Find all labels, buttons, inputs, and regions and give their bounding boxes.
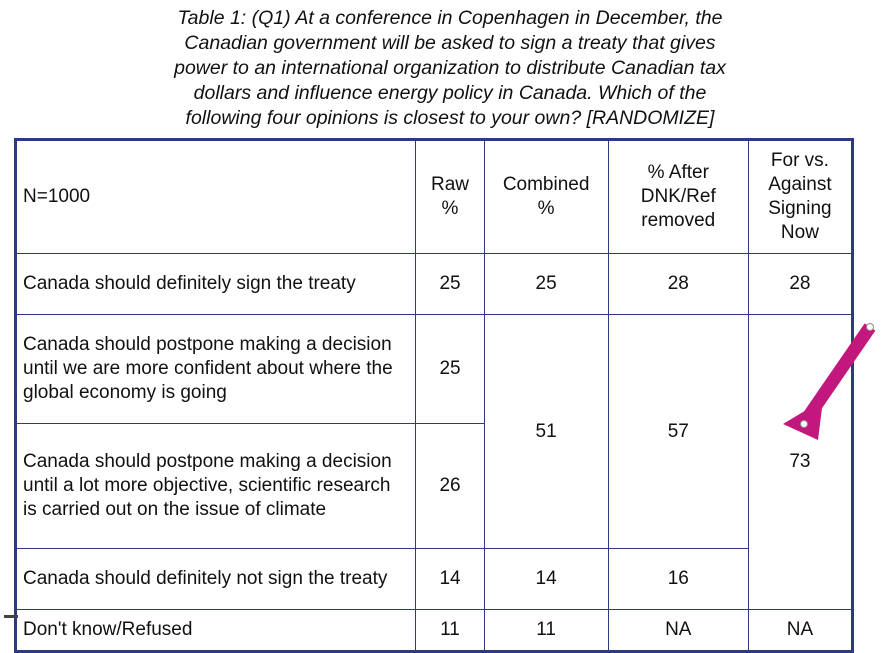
column-header-combined-line2: %: [537, 198, 555, 219]
column-header-raw-line2: %: [441, 198, 459, 219]
option-label: Canada should postpone making a decision until a lot more objective, scientific research is carried out on the issue of climate: [16, 424, 416, 549]
table-row: [16, 315, 853, 424]
column-header-for-line3: Signing: [768, 198, 832, 219]
survey-table-wrapper: [14, 138, 854, 653]
after-removed-value: 28: [608, 254, 748, 315]
caption-line: Canadian government will be asked to sign a treaty that gives: [184, 32, 716, 54]
column-header-after-line1: % After: [647, 162, 709, 183]
column-header-combined-percent: [484, 140, 608, 254]
column-header-for-line2: Against: [768, 174, 832, 195]
raw-percent-value: 25: [416, 315, 484, 424]
column-header-for-vs-against: [748, 140, 852, 254]
after-removed-value: NA: [608, 610, 748, 652]
combined-percent-value: 14: [484, 549, 608, 610]
option-label: Canada should definitely not sign the treaty: [16, 549, 416, 610]
column-header-raw-percent: [416, 140, 484, 254]
caption-line: dollars and influence energy policy in Canada. Which of the: [193, 82, 707, 104]
combined-percent-value: 11: [484, 610, 608, 652]
after-removed-value: 16: [608, 549, 748, 610]
column-header-for-line1: For vs.: [770, 150, 829, 171]
caption-line: following four opinions is closest to your own? [RANDOMIZE]: [185, 107, 715, 129]
column-header-after-line3: removed: [641, 210, 716, 231]
for-vs-against-value: NA: [748, 610, 852, 652]
page-footer-mark: [4, 615, 18, 618]
table-header-row: [16, 140, 853, 254]
survey-results-table: [14, 138, 854, 653]
after-removed-value: 57: [608, 315, 748, 549]
caption-line: Table 1: (Q1) At a conference in Copenhagen in December, the: [177, 7, 723, 29]
for-vs-against-value: 28: [748, 254, 852, 315]
option-label: Canada should definitely sign the treaty: [16, 254, 416, 315]
combined-percent-value: 51: [484, 315, 608, 549]
option-label: Canada should postpone making a decision until we are more confident about where the global economy is going: [16, 315, 416, 424]
column-header-for-line4: Now: [780, 222, 819, 243]
column-header-after-dnk-removed: [608, 140, 748, 254]
raw-percent-value: 25: [416, 254, 484, 315]
combined-percent-value: 25: [484, 254, 608, 315]
table-caption: [60, 6, 840, 131]
caption-line: power to an international organization to distribute Canadian tax: [174, 57, 726, 79]
option-label: Don't know/Refused: [16, 610, 416, 652]
column-header-after-line2: DNK/Ref: [640, 186, 716, 207]
raw-percent-value: 26: [416, 424, 484, 549]
column-header-combined-line1: Combined: [502, 174, 590, 195]
table-row: [16, 254, 853, 315]
raw-percent-value: 14: [416, 549, 484, 610]
table-row: [16, 549, 853, 610]
raw-percent-value: 11: [416, 610, 484, 652]
column-header-raw-line1: Raw: [431, 174, 470, 195]
table-row: [16, 610, 853, 652]
sample-size-cell: N=1000: [16, 140, 416, 254]
for-vs-against-value: 73: [748, 315, 852, 610]
